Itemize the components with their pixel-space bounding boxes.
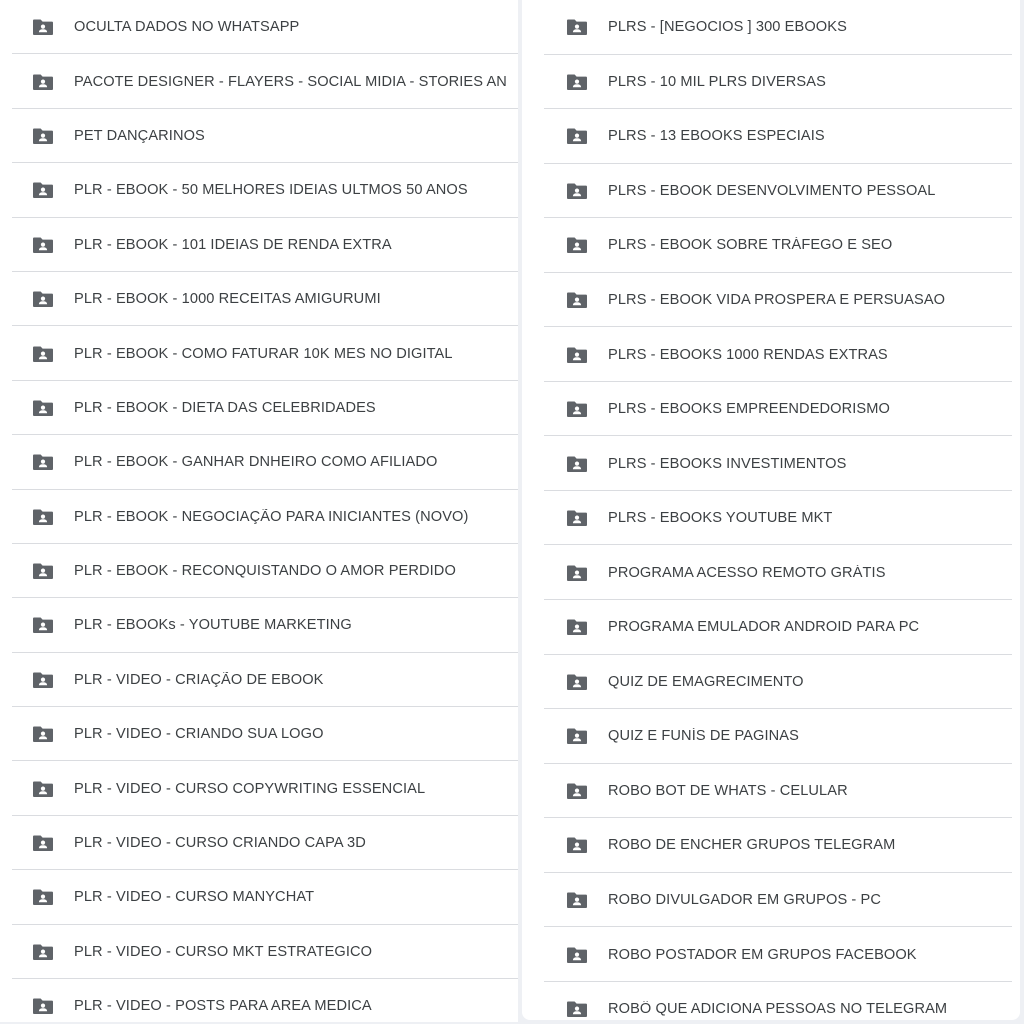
shared-folder-icon bbox=[32, 671, 54, 689]
shared-folder-icon bbox=[566, 782, 588, 800]
shared-folder-icon bbox=[566, 564, 588, 582]
shared-folder-icon bbox=[566, 400, 588, 418]
shared-folder-icon bbox=[32, 73, 54, 91]
folder-row[interactable] bbox=[544, 55, 1012, 110]
shared-folder-icon bbox=[32, 18, 54, 36]
shared-folder-icon bbox=[32, 616, 54, 634]
folder-row[interactable] bbox=[12, 163, 518, 217]
folder-row[interactable] bbox=[544, 382, 1012, 437]
shared-folder-icon bbox=[32, 780, 54, 798]
shared-folder-icon bbox=[566, 236, 588, 254]
folder-name: PLR - VIDEO - CRIAÇÃO DE EBOOK bbox=[74, 671, 324, 688]
folder-name: QUIZ E FUNÍS DE PAGINAS bbox=[608, 728, 799, 745]
folder-name: PLR - EBOOK - RECONQUISTANDO O AMOR PERDIDO bbox=[74, 563, 456, 580]
shared-folder-icon bbox=[32, 725, 54, 743]
folder-name: PLR - EBOOK - NEGOCIAÇÃO PARA INICIANTES (NOVO) bbox=[74, 508, 469, 525]
folder-name: PLR - EBOOK - 1000 RECEITAS AMIGURUMI bbox=[74, 291, 381, 308]
folder-name: PLR - EBOOK - 101 IDEIAS DE RENDA EXTRA bbox=[74, 236, 392, 253]
shared-folder-icon bbox=[32, 127, 54, 145]
folder-name: PLRS - 10 MIL PLRS DIVERSAS bbox=[608, 73, 826, 90]
folder-row[interactable] bbox=[12, 816, 518, 870]
folder-name: PROGRAMA EMULADOR ANDROID PARA PC bbox=[608, 619, 920, 636]
shared-folder-icon bbox=[566, 73, 588, 91]
shared-folder-icon bbox=[32, 399, 54, 417]
shared-folder-icon bbox=[566, 727, 588, 745]
shared-folder-icon bbox=[32, 943, 54, 961]
folder-name: ROBO DE ENCHER GRUPOS TELEGRAM bbox=[608, 837, 896, 854]
folder-row[interactable] bbox=[544, 545, 1012, 600]
folder-name: PLR - VIDEO - CURSO MANYCHAT bbox=[74, 889, 315, 906]
shared-folder-icon bbox=[566, 18, 588, 36]
folder-name: PLRS - EBOOK DESENVOLVIMENTO PESSOAL bbox=[608, 182, 936, 199]
folder-name: PLRS - EBOOKS INVESTIMENTOS bbox=[608, 455, 847, 472]
folder-name: PLR - EBOOK - COMO FATURAR 10K MES NO DIGITAL bbox=[74, 345, 453, 362]
folder-name: ROBO POSTADOR EM GRUPOS FACEBOOK bbox=[608, 946, 917, 963]
right-folder-panel bbox=[522, 0, 1020, 1020]
folder-name: PLR - VIDEO - CURSO CRIANDO CAPA 3D bbox=[74, 835, 366, 852]
folder-name: PLR - VIDEO - CRIANDO SUA LOGO bbox=[74, 726, 324, 743]
folder-row[interactable] bbox=[544, 327, 1012, 382]
folder-row[interactable] bbox=[12, 925, 518, 979]
shared-folder-icon bbox=[566, 455, 588, 473]
shared-folder-icon bbox=[566, 127, 588, 145]
shared-folder-icon bbox=[566, 836, 588, 854]
folder-row[interactable] bbox=[12, 598, 518, 652]
folder-row[interactable] bbox=[12, 979, 518, 1022]
folder-row[interactable] bbox=[544, 164, 1012, 219]
folder-name: PLR - EBOOKs - YOUTUBE MARKETING bbox=[74, 617, 352, 634]
shared-folder-icon bbox=[32, 181, 54, 199]
folder-row[interactable] bbox=[12, 653, 518, 707]
folder-name: PLR - VIDEO - POSTS PARA AREA MEDICA bbox=[74, 998, 372, 1015]
folder-row[interactable] bbox=[12, 218, 518, 272]
folder-row[interactable] bbox=[544, 109, 1012, 164]
shared-folder-icon bbox=[566, 509, 588, 527]
folder-row[interactable] bbox=[544, 218, 1012, 273]
shared-folder-icon bbox=[32, 834, 54, 852]
shared-folder-icon bbox=[566, 891, 588, 909]
folder-row[interactable] bbox=[12, 0, 518, 54]
shared-folder-icon bbox=[32, 888, 54, 906]
right-folder-list bbox=[522, 0, 1020, 1020]
folder-row[interactable] bbox=[544, 927, 1012, 982]
folder-row[interactable] bbox=[544, 764, 1012, 819]
shared-folder-icon bbox=[32, 236, 54, 254]
folder-row[interactable] bbox=[544, 982, 1012, 1020]
folder-row[interactable] bbox=[12, 490, 518, 544]
folder-name: PET DANÇARINOS bbox=[74, 127, 205, 144]
shared-folder-icon bbox=[32, 345, 54, 363]
shared-folder-icon bbox=[32, 453, 54, 471]
folder-row[interactable] bbox=[12, 272, 518, 326]
folder-row[interactable] bbox=[12, 109, 518, 163]
folder-row[interactable] bbox=[544, 491, 1012, 546]
folder-row[interactable] bbox=[544, 655, 1012, 710]
folder-name: ROBO DIVULGADOR EM GRUPOS - PC bbox=[608, 892, 882, 909]
shared-folder-icon bbox=[566, 182, 588, 200]
folder-name: PROGRAMA ACESSO REMOTO GRÁTIS bbox=[608, 564, 886, 581]
folder-name: OCULTA DADOS NO WHATSAPP bbox=[74, 19, 300, 36]
folder-name: PLRS - [NEGOCIOS ] 300 EBOOKS bbox=[608, 19, 847, 36]
folder-row[interactable] bbox=[12, 381, 518, 435]
folder-name: PLRS - EBOOKS YOUTUBE MKT bbox=[608, 510, 833, 527]
folder-row[interactable] bbox=[544, 600, 1012, 655]
shared-folder-icon bbox=[566, 346, 588, 364]
folder-row[interactable] bbox=[12, 544, 518, 598]
folder-name: PLR - VIDEO - CURSO COPYWRITING ESSENCIAL bbox=[74, 780, 426, 797]
folder-name: PACOTE DESIGNER - FLAYERS - SOCIAL MIDIA - STORIES AN bbox=[74, 73, 507, 90]
shared-folder-icon bbox=[32, 290, 54, 308]
folder-name: PLRS - EBOOKS 1000 RENDAS EXTRAS bbox=[608, 346, 888, 363]
shared-folder-icon bbox=[566, 1000, 588, 1018]
folder-name: PLRS - EBOOK VIDA PROSPERA E PERSUASAO bbox=[608, 292, 946, 308]
folder-row[interactable] bbox=[544, 436, 1012, 491]
folder-row[interactable] bbox=[12, 761, 518, 815]
folder-name: ROBO BOT DE WHATS - CELULAR bbox=[608, 782, 848, 799]
shared-folder-icon bbox=[32, 562, 54, 580]
shared-folder-icon bbox=[32, 508, 54, 526]
shared-folder-icon bbox=[566, 291, 588, 309]
folder-name: PLR - EBOOK - DIETA DAS CELEBRIDADES bbox=[74, 399, 376, 416]
folder-row[interactable] bbox=[12, 707, 518, 761]
folder-row[interactable] bbox=[12, 435, 518, 489]
folder-row[interactable] bbox=[12, 54, 518, 108]
folder-name: PLR - EBOOK - 50 MELHORES IDEIAS ULTMOS 50 ANOS bbox=[74, 182, 468, 199]
folder-row[interactable] bbox=[544, 709, 1012, 764]
folder-name: PLR - VIDEO - CURSO MKT ESTRATEGICO bbox=[74, 943, 373, 960]
folder-name: PLRS - EBOOKS EMPREENDEDORISMO bbox=[608, 401, 890, 418]
folder-name: PLRS - EBOOK SOBRE TRÁFEGO E SEO bbox=[608, 237, 893, 254]
folder-name: QUIZ DE EMAGRECIMENTO bbox=[608, 673, 804, 690]
folder-row[interactable] bbox=[12, 326, 518, 380]
shared-folder-icon bbox=[566, 673, 588, 691]
folder-row[interactable] bbox=[544, 273, 1012, 328]
shared-folder-icon bbox=[566, 946, 588, 964]
folder-name: ROBÔ QUE ADICIONA PESSOAS NO TELEGRAM bbox=[608, 1001, 948, 1018]
folder-name: PLRS - 13 EBOOKS ESPECIAIS bbox=[608, 128, 825, 145]
folder-row[interactable] bbox=[544, 873, 1012, 928]
folder-row[interactable] bbox=[12, 870, 518, 924]
shared-folder-icon bbox=[566, 618, 588, 636]
folder-row[interactable] bbox=[544, 0, 1012, 55]
shared-folder-icon bbox=[32, 997, 54, 1015]
folder-name: PLR - EBOOK - GANHAR DNHEIRO COMO AFILIADO bbox=[74, 454, 438, 471]
folder-row[interactable] bbox=[544, 818, 1012, 873]
